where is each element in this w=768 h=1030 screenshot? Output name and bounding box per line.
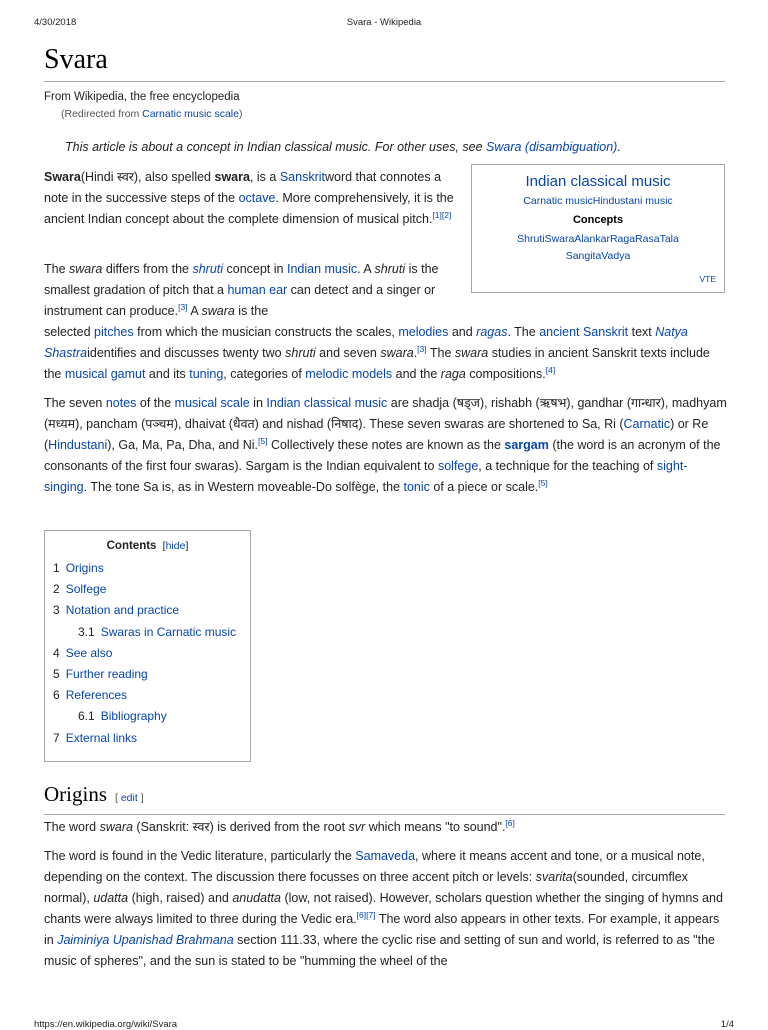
- link-musical-scale[interactable]: musical scale: [174, 396, 250, 410]
- navbox-concepts-line1[interactable]: ShrutiSwaraAlankarRagaRasaTala: [517, 233, 679, 245]
- print-header: [34, 17, 734, 28]
- toc-num: 5: [53, 666, 60, 681]
- section-heading-origins: [44, 780, 725, 815]
- link-indian-classical-music[interactable]: Indian classical music: [266, 396, 388, 410]
- print-url: https://en.wikipedia.org/wiki/Svara: [34, 1019, 178, 1030]
- paragraph-origins-2: The word is found in the Vedic literature, particularly the Samaveda, where it means accent and tone, or a musical note, depending on the context. The discussion there focusses on three accent pitch or levels: svarita(sounded, circumflex normal), udatta (high, raised) and anudatta (low, not raised). However, scholars question whether the singing of hymns and chants were always limited to three during the Vedic era.[6][7] The word also appears in other texts. For example, it appears in Jaiminiya Upanishad Brahmana section 111.33, where the cyclic rise and setting of sun and world, is referred to as "the music of spheres", and the sun is stated to be "humming the wheel of the: [44, 849, 723, 968]
- link-shruti[interactable]: shruti: [192, 262, 224, 276]
- link-octave[interactable]: octave: [238, 191, 276, 205]
- link-pitches[interactable]: pitches: [94, 325, 134, 339]
- indian-classical-music-navbox: [471, 164, 725, 293]
- toc-item[interactable]: [53, 685, 250, 706]
- toc-item[interactable]: [53, 558, 250, 579]
- toc-num: 3.1: [78, 624, 95, 639]
- toc-num: 7: [53, 730, 60, 745]
- paragraph-seven-notes: The seven notes of the musical scale in Indian classical music are shadja (षड्ज), rishabh (ऋषभ), gandhar (गान्धार), madhyam (मध्यम), pancham (पञ्चम), dhaivat (धैवत) and nishad (निषाद). These seven swaras are shortened to Sa, Ri (Carnatic) or Re (Hindustani), Ga, Ma, Pa, Dha, and Ni.[5] Collectively these notes are known as the sargam (the word is an acronym of the consonants of the first four swaras). Sargam is the Indian equivalent to solfege, a technique for the teaching of sight-singing. The tone Sa is, as in Western moveable-Do solfège, the tonic of a piece or scale.[5]: [44, 396, 727, 494]
- paragraph-shruti-b: selected pitches from which the musician constructs the scales, melodies and ragas. The ancient Sanskrit text Natya Shastraidentifies and discusses twenty two shruti and seven swara.[3] The swara studies in ancient Sanskrit texts include the musical gamut and its tuning, categories of melodic models and the raga compositions.[4]: [44, 325, 710, 381]
- toc-num: 4: [53, 645, 60, 660]
- toc-link[interactable]: Origins: [65, 561, 104, 575]
- edit-link[interactable]: edit: [120, 792, 138, 804]
- link-sight-singing[interactable]: sight-singing: [44, 459, 688, 494]
- toc-item[interactable]: [53, 706, 250, 727]
- toc-list: [45, 558, 250, 749]
- link-sanskrit[interactable]: Sanskrit: [279, 170, 325, 184]
- link-natya-shastra[interactable]: Natya Shastra: [44, 325, 688, 360]
- toc-hide-toggle[interactable]: [hide]: [162, 540, 189, 552]
- hatnote: [65, 140, 621, 154]
- toc-link[interactable]: Solfege: [65, 582, 107, 597]
- link-melodies[interactable]: melodies: [398, 325, 449, 339]
- paragraph-shruti-a: The swara differs from the shruti concept in Indian music. A shruti is the smallest gradation of pitch that a human ear can detect and a singer or instrument can produce.[3] A swara is the: [44, 262, 439, 318]
- print-footer: [34, 1019, 734, 1030]
- link-melodic-models[interactable]: melodic models: [305, 367, 393, 381]
- term-swara-alt: swara: [214, 170, 250, 184]
- toc-item[interactable]: [53, 643, 250, 664]
- navbox-subtitle[interactable]: Carnatic musicHindustani music: [523, 195, 673, 207]
- toc-num: 6.1: [78, 709, 95, 724]
- ref-3b[interactable]: [3]: [417, 343, 427, 354]
- toc-num: 2: [53, 582, 60, 597]
- toc-link[interactable]: Further reading: [65, 666, 148, 681]
- redirect-note: [61, 108, 242, 120]
- hatnote-disambiguation-link[interactable]: Swara (disambiguation): [486, 140, 618, 154]
- link-tuning[interactable]: tuning: [189, 367, 224, 381]
- redirect-prefix: (Redirected from: [61, 108, 143, 120]
- toc-item[interactable]: [53, 579, 250, 600]
- link-hindustani[interactable]: Hindustani: [48, 438, 108, 452]
- toc-link[interactable]: See also: [65, 645, 113, 660]
- ref-1-2[interactable]: [1][2]: [432, 209, 452, 220]
- toc-item[interactable]: [53, 600, 250, 621]
- link-ancient-sanskrit[interactable]: ancient Sanskrit: [539, 325, 629, 339]
- toc-link[interactable]: References: [65, 688, 128, 703]
- toc-link[interactable]: Bibliography: [100, 709, 167, 724]
- ref-6a[interactable]: [6]: [505, 817, 515, 828]
- print-title: Svara - Wikipedia: [346, 17, 422, 28]
- link-notes[interactable]: notes: [105, 396, 137, 410]
- ref-5a[interactable]: [5]: [258, 435, 268, 446]
- link-samaveda[interactable]: Samaveda: [355, 849, 416, 863]
- ref-4[interactable]: [4]: [545, 364, 556, 375]
- toc-item[interactable]: [53, 622, 250, 643]
- link-jaiminiya-upanishad-brahmana[interactable]: Jaiminiya Upanishad Brahmana: [57, 933, 234, 947]
- toc-item[interactable]: [53, 664, 250, 685]
- navbox-concepts-line2[interactable]: SangitaVadya: [565, 250, 631, 262]
- link-ragas[interactable]: ragas: [476, 325, 508, 339]
- toc-link[interactable]: Notation and practice: [65, 603, 180, 618]
- edit-section[interactable]: [ edit ]: [115, 792, 144, 804]
- hatnote-end: .: [617, 140, 621, 154]
- paragraph-origins-1: The word swara (Sanskrit: स्वर) is derived from the root svr which means "to sound".[6]: [44, 817, 515, 834]
- paragraph-intro: Swara(Hindi स्वर), also spelled swara, is a Sanskritword that connotes a note in the successive steps of the octave. More comprehensively, it is the ancient Indian concept about the complete dimension of musical pitch.[1][2]: [44, 170, 454, 226]
- toc-title: Contents: [106, 540, 157, 552]
- navbox-concepts[interactable]: [472, 231, 724, 265]
- navbox-vte[interactable]: VTE: [699, 274, 716, 284]
- toc-link[interactable]: Swaras in Carnatic music: [100, 624, 237, 639]
- navbox-heading: Concepts: [572, 214, 624, 226]
- print-page-number: 1/4: [720, 1019, 734, 1030]
- link-musical-gamut[interactable]: musical gamut: [64, 367, 146, 381]
- ref-3a[interactable]: [3]: [178, 301, 188, 312]
- print-date: 4/30/2018: [34, 17, 77, 28]
- page-title: Svara: [44, 40, 725, 82]
- redirect-link[interactable]: Carnatic music scale: [142, 108, 239, 120]
- toc-num: 3: [53, 603, 60, 618]
- hatnote-text: This article is about a concept in Indian classical music. For other uses, see: [65, 140, 487, 154]
- toc-link[interactable]: External links: [65, 730, 138, 745]
- link-indian-music[interactable]: Indian music: [286, 262, 358, 276]
- toc-title-row: [45, 540, 250, 552]
- link-carnatic[interactable]: Carnatic: [623, 417, 671, 431]
- toc-hide-link[interactable]: hide: [165, 540, 186, 552]
- navbox-title[interactable]: Indian classical music: [525, 173, 671, 190]
- toc-num: 6: [53, 688, 60, 703]
- ref-6-7[interactable]: [6][7]: [356, 909, 376, 920]
- toc-num: 1: [53, 561, 60, 575]
- ref-5b[interactable]: [5]: [538, 477, 548, 488]
- link-solfege[interactable]: solfege: [437, 459, 479, 473]
- link-human-ear[interactable]: human ear: [227, 283, 288, 297]
- link-sargam[interactable]: sargam: [504, 438, 549, 452]
- origins-title: Origins: [44, 782, 107, 806]
- term-swara: Swara: [44, 170, 81, 184]
- tagline: From Wikipedia, the free encyclopedia: [44, 91, 240, 103]
- redirect-suffix: ): [238, 108, 243, 120]
- table-of-contents: [44, 530, 251, 762]
- link-tonic[interactable]: tonic: [403, 480, 430, 494]
- toc-item[interactable]: [53, 728, 250, 749]
